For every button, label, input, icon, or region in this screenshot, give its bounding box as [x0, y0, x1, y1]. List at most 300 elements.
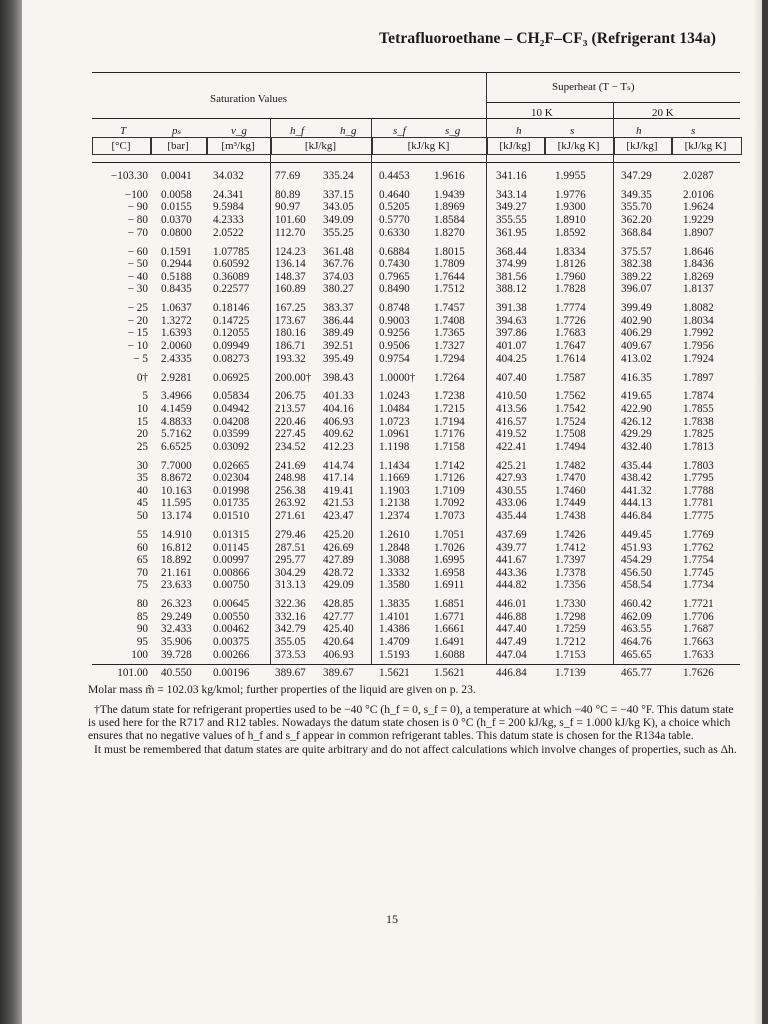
cell-sf: 0.9256	[379, 327, 410, 340]
cell-sg: 1.5621	[434, 667, 465, 680]
cell-ps: 29.249	[161, 610, 192, 623]
unit-h10: [kJ/kg]	[499, 140, 531, 152]
cell-sg: 1.7408	[434, 314, 465, 327]
cell-s10: 1.9300	[555, 201, 586, 214]
column-sg	[434, 170, 465, 680]
cell-sg: 1.9616	[434, 170, 465, 182]
cell-s20: 1.7855	[683, 402, 714, 415]
cell-h10: 349.27	[496, 201, 527, 214]
cell-h10: 444.82	[496, 579, 527, 592]
cell-sf: 1.1198	[379, 440, 410, 453]
cell-s10: 1.7614	[555, 352, 586, 365]
cell-hg: 425.40	[323, 623, 354, 636]
cell-vg: 0.03092	[213, 440, 250, 453]
cell-ps: 32.433	[161, 623, 192, 636]
cell-hg: 421.53	[323, 497, 354, 510]
header-rule	[92, 118, 740, 119]
cell-sf: 1.4101	[379, 610, 410, 623]
cell-h20: 375.57	[621, 245, 652, 258]
cell-h20: 349.35	[621, 188, 652, 201]
cell-s20: 1.8269	[683, 270, 714, 283]
cell-h10: 446.01	[496, 598, 527, 611]
cell-vg: 0.00645	[213, 598, 250, 611]
cell-hf: 304.29	[275, 566, 306, 579]
cell-hg: 386.44	[323, 314, 354, 327]
cell-s20: 1.9229	[683, 214, 714, 227]
cell-hf: 220.46	[275, 415, 306, 428]
cell-T: 90	[136, 623, 148, 636]
cell-hg: 420.64	[323, 635, 354, 648]
unit-s: [kJ/kg K]	[407, 140, 450, 152]
cell-ps: 4.1459	[161, 402, 192, 415]
cell-s20: 1.7803	[683, 459, 714, 472]
cell-ps: 35.906	[161, 635, 192, 648]
cell-T: −100	[124, 188, 148, 201]
cell-s20: 1.7633	[683, 648, 714, 661]
cell-sf: 0.4640	[379, 188, 410, 201]
cell-ps: 8.8672	[161, 472, 192, 485]
cell-h10: 419.52	[496, 428, 527, 441]
cell-sg: 1.7176	[434, 428, 465, 441]
cell-ps: 0.2944	[161, 258, 192, 271]
cell-hg: 426.69	[323, 541, 354, 554]
cell-s20: 1.8646	[683, 245, 714, 258]
cell-T: 5	[142, 390, 148, 403]
cell-sf: 1.3835	[379, 598, 410, 611]
cell-s20: 1.7687	[683, 623, 714, 636]
cell-vg: 0.02304	[213, 472, 250, 485]
cell-T: − 50	[127, 258, 148, 271]
cell-s20: 1.7956	[683, 340, 714, 353]
cell-T: 101.00	[117, 667, 148, 680]
cell-T: 55	[136, 528, 148, 541]
cell-vg: 0.00550	[213, 610, 250, 623]
cell-h10: 435.44	[496, 510, 527, 523]
cell-h20: 355.70	[621, 201, 652, 214]
cell-s10: 1.7960	[555, 270, 586, 283]
cell-sf: 0.8490	[379, 283, 410, 296]
cell-sg: 1.7264	[434, 371, 465, 384]
cell-ps: 1.6393	[161, 327, 192, 340]
cell-s10: 1.7470	[555, 472, 586, 485]
cell-hf: 322.36	[275, 598, 306, 611]
cell-T: − 40	[127, 270, 148, 283]
cell-h20: 416.35	[621, 371, 652, 384]
cell-sf: 0.5770	[379, 214, 410, 227]
cell-s10: 1.7726	[555, 314, 586, 327]
cell-h10: 413.56	[496, 402, 527, 415]
cell-hg: 361.48	[323, 245, 354, 258]
cell-sf: 0.9506	[379, 340, 410, 353]
cell-s10: 1.8592	[555, 226, 586, 239]
cell-hf: 77.69	[275, 170, 301, 182]
cell-s20: 1.7734	[683, 579, 714, 592]
cell-T: − 90	[127, 201, 148, 214]
cell-vg: 0.06925	[213, 371, 250, 384]
cell-hg: 349.09	[323, 214, 354, 227]
cell-s10: 1.7460	[555, 484, 586, 497]
cell-vg: 0.01315	[213, 528, 250, 541]
cell-s10: 1.7356	[555, 579, 586, 592]
cell-hg: 417.14	[323, 472, 354, 485]
header-ps: pₛ	[172, 125, 182, 137]
cell-ps: 2.9281	[161, 371, 192, 384]
cell-ps: 0.8435	[161, 283, 192, 296]
cell-T: 20	[136, 428, 148, 441]
cell-hf: 248.98	[275, 472, 306, 485]
cell-hg: 374.03	[323, 270, 354, 283]
cell-sf: 1.1903	[379, 484, 410, 497]
cell-s20: 1.8034	[683, 314, 714, 327]
cell-sf: 1.1669	[379, 472, 410, 485]
cell-hf: 193.32	[275, 352, 306, 365]
hf-divider	[270, 118, 271, 664]
cell-h20: 396.07	[621, 283, 652, 296]
cell-sg: 1.9439	[434, 188, 465, 201]
cell-sg: 1.7051	[434, 528, 465, 541]
cell-s10: 1.7212	[555, 635, 586, 648]
superheat-divider	[486, 72, 487, 664]
cell-s10: 1.7298	[555, 610, 586, 623]
cell-T: 70	[136, 566, 148, 579]
cell-T: −103.30	[110, 170, 148, 182]
cell-sg: 1.7644	[434, 270, 465, 283]
cell-h10: 443.36	[496, 566, 527, 579]
cell-sg: 1.6771	[434, 610, 465, 623]
cell-ps: 7.7000	[161, 459, 192, 472]
cell-s10: 1.9955	[555, 170, 586, 182]
cell-vg: 0.00462	[213, 623, 250, 636]
cell-ps: 18.892	[161, 554, 192, 567]
cell-h20: 435.44	[621, 459, 652, 472]
cell-s10: 1.7587	[555, 371, 586, 384]
unit-h20: [kJ/kg]	[626, 140, 658, 152]
cell-T: 10	[136, 402, 148, 415]
cell-hf: 160.89	[275, 283, 306, 296]
cell-T: − 5	[133, 352, 148, 365]
cell-vg: 0.14725	[213, 314, 250, 327]
cell-T: 30	[136, 459, 148, 472]
column-hf	[275, 170, 311, 680]
cell-vg: 9.5984	[213, 201, 244, 214]
cell-h10: 381.56	[496, 270, 527, 283]
cell-hf: 136.14	[275, 258, 306, 271]
cell-h20: 389.22	[621, 270, 652, 283]
cell-h10: 407.40	[496, 371, 527, 384]
cell-sf: 0.4453	[379, 170, 410, 182]
cell-sf: 1.0243	[379, 390, 410, 403]
cell-T: 75	[136, 579, 148, 592]
cell-h10: 368.44	[496, 245, 527, 258]
cell-hf: 148.37	[275, 270, 306, 283]
cell-vg: 34.032	[213, 170, 244, 182]
header-h10: h	[516, 125, 522, 137]
cell-s20: 1.8137	[683, 283, 714, 296]
cell-ps: 0.5188	[161, 270, 192, 283]
cell-hf: 271.61	[275, 510, 306, 523]
cell-s10: 1.7494	[555, 440, 586, 453]
unit-h: [kJ/kg]	[304, 140, 337, 152]
cell-sf: 1.4386	[379, 623, 410, 636]
cell-T: − 20	[127, 314, 148, 327]
cell-ps: 1.3272	[161, 314, 192, 327]
column-hg	[323, 170, 354, 680]
cell-s20: 1.7992	[683, 327, 714, 340]
cell-s20: 1.7769	[683, 528, 714, 541]
column-s20	[683, 170, 714, 680]
cell-ps: 23.633	[161, 579, 192, 592]
unit-T: [°C]	[111, 140, 131, 152]
cell-s20: 1.7874	[683, 390, 714, 403]
cell-s20: 1.7838	[683, 415, 714, 428]
cell-hf: 124.23	[275, 245, 306, 258]
table-top-rule	[92, 72, 740, 73]
cell-hf: 180.16	[275, 327, 306, 340]
header-T: T	[120, 125, 127, 137]
cell-h10: 446.84	[496, 667, 527, 680]
cell-vg: 0.01510	[213, 510, 250, 523]
cell-hg: 367.76	[323, 258, 354, 271]
cell-ps: 0.0370	[161, 214, 192, 227]
cell-sf: 1.2848	[379, 541, 410, 554]
cell-s20: 1.7795	[683, 472, 714, 485]
unit-ps: [bar]	[167, 140, 189, 152]
cell-vg: 1.07785	[213, 245, 250, 258]
cell-h10: 447.40	[496, 623, 527, 636]
cell-ps: 2.4335	[161, 352, 192, 365]
cell-T: 80	[136, 598, 148, 611]
cell-ps: 0.0058	[161, 188, 192, 201]
cell-s20: 1.7721	[683, 598, 714, 611]
cell-h20: 406.29	[621, 327, 652, 340]
cell-s10: 1.7828	[555, 283, 586, 296]
page-title: Tetrafluoroethane – CH₂F–CF₃ (Refrigerant 134a)	[379, 30, 716, 47]
cell-sg: 1.7294	[434, 352, 465, 365]
cell-sf: 1.2374	[379, 510, 410, 523]
header-hg: h_g	[340, 125, 357, 137]
column-h10	[496, 170, 527, 680]
cell-hg: 389.67	[323, 667, 354, 680]
cell-h10: 446.88	[496, 610, 527, 623]
cell-hg: 398.43	[323, 371, 354, 384]
header-s10: s	[570, 125, 575, 137]
cell-h20: 402.90	[621, 314, 652, 327]
cell-hf: 167.25	[275, 302, 306, 315]
datum-note-1: †The datum state for refrigerant properties used to be −40 °C (h_f = 0, s_f = 0), a temperature at which −40 °C = −40 °F. This datum state is used here for the R717 and R12 tables. Nowadays the datum state chosen is 0 °C (h_f = 200 kJ/kg, s_f = 1.000 kJ/kg K), a choice which ensures that no negative values of h_f and s_f appear in common refrigerant tables. This datum state is chosen for the R134a table.	[88, 703, 734, 743]
cell-ps: 4.8833	[161, 415, 192, 428]
cell-sf: 0.9754	[379, 352, 410, 365]
cell-ps: 1.0637	[161, 302, 192, 315]
cell-h10: 416.57	[496, 415, 527, 428]
cell-sg: 1.6911	[434, 579, 465, 592]
cell-hf: 256.38	[275, 484, 306, 497]
cell-sf: 1.5193	[379, 648, 410, 661]
cell-h20: 444.13	[621, 497, 652, 510]
cell-sg: 1.8270	[434, 226, 465, 239]
cell-s20: 1.8436	[683, 258, 714, 271]
cell-hg: 337.15	[323, 188, 354, 201]
cell-sg: 1.6851	[434, 598, 465, 611]
cell-h10: 355.55	[496, 214, 527, 227]
cell-sg: 1.7327	[434, 340, 465, 353]
cell-vg: 0.22577	[213, 283, 250, 296]
cell-h20: 347.29	[621, 170, 652, 182]
cell-s20: 1.7788	[683, 484, 714, 497]
cell-h20: 463.55	[621, 623, 652, 636]
cell-h20: 465.77	[621, 667, 652, 680]
cell-T: 85	[136, 610, 148, 623]
cell-sg: 1.8969	[434, 201, 465, 214]
header-h20: h	[636, 125, 642, 137]
cell-h10: 447.04	[496, 648, 527, 661]
cell-hg: 343.05	[323, 201, 354, 214]
cell-hg: 429.09	[323, 579, 354, 592]
cell-hg: 427.77	[323, 610, 354, 623]
cell-s10: 1.8910	[555, 214, 586, 227]
cell-h10: 447.49	[496, 635, 527, 648]
cell-hg: 412.23	[323, 440, 354, 453]
cell-hf: 80.89	[275, 188, 301, 201]
cell-sf: 1.5621	[379, 667, 410, 680]
cell-sg: 1.6995	[434, 554, 465, 567]
cell-vg: 0.02665	[213, 459, 250, 472]
cell-s10: 1.7542	[555, 402, 586, 415]
cell-sg: 1.6958	[434, 566, 465, 579]
cell-vg: 0.00997	[213, 554, 250, 567]
cell-T: 35	[136, 472, 148, 485]
cell-vg: 0.01998	[213, 484, 250, 497]
cell-sg: 1.8584	[434, 214, 465, 227]
cell-s10: 1.7139	[555, 667, 586, 680]
cell-sf: 1.3088	[379, 554, 410, 567]
cell-vg: 0.05834	[213, 390, 250, 403]
cell-T: − 15	[127, 327, 148, 340]
cell-h10: 439.77	[496, 541, 527, 554]
cell-sf: 0.6330	[379, 226, 410, 239]
cell-sg: 1.7158	[434, 440, 465, 453]
cell-sf: 1.3580	[379, 579, 410, 592]
superheat-label: Superheat (T − Tₛ)	[552, 81, 635, 93]
cell-h10: 391.38	[496, 302, 527, 315]
cell-hg: 428.85	[323, 598, 354, 611]
cell-hg: 406.93	[323, 648, 354, 661]
cell-T: 95	[136, 635, 148, 648]
cell-s20: 1.7762	[683, 541, 714, 554]
cell-sf: 1.0961	[379, 428, 410, 441]
cell-sf: 0.7430	[379, 258, 410, 271]
cell-ps: 0.0800	[161, 226, 192, 239]
cell-h20: 419.65	[621, 390, 652, 403]
cell-T: − 30	[127, 283, 148, 296]
cell-hg: 409.62	[323, 428, 354, 441]
cell-sg: 1.7238	[434, 390, 465, 403]
saturation-values-label: Saturation Values	[210, 93, 288, 105]
cell-T: − 80	[127, 214, 148, 227]
cell-hf: 389.67	[275, 667, 306, 680]
cell-T: − 70	[127, 226, 148, 239]
cell-s10: 1.7438	[555, 510, 586, 523]
cell-h20: 460.42	[621, 598, 652, 611]
cell-h20: 458.54	[621, 579, 652, 592]
cell-s20: 1.9624	[683, 201, 714, 214]
cell-s10: 1.7508	[555, 428, 586, 441]
cell-s20: 1.7663	[683, 635, 714, 648]
column-s10	[555, 170, 586, 680]
datum-note	[88, 703, 738, 756]
column-T	[80, 170, 148, 680]
cell-ps: 2.0060	[161, 340, 192, 353]
cell-hf: 263.92	[275, 497, 306, 510]
cell-h10: 427.93	[496, 472, 527, 485]
cell-sf: 1.3332	[379, 566, 410, 579]
cell-hg: 355.25	[323, 226, 354, 239]
column-sf	[379, 170, 415, 680]
book-page	[22, 0, 762, 1024]
cell-hg: 425.20	[323, 528, 354, 541]
cell-vg: 0.36089	[213, 270, 250, 283]
header-bottom-rule	[92, 162, 740, 163]
cell-ps: 6.6525	[161, 440, 192, 453]
cell-T: 100	[131, 648, 148, 661]
superheat-20k-label: 20 K	[652, 107, 674, 119]
cell-hf: 241.69	[275, 459, 306, 472]
cell-sg: 1.6491	[434, 635, 465, 648]
cell-ps: 10.163	[161, 484, 192, 497]
cell-sg: 1.7809	[434, 258, 465, 271]
cell-s20: 1.7924	[683, 352, 714, 365]
cell-s10: 1.7153	[555, 648, 586, 661]
cell-ps: 0.0155	[161, 201, 192, 214]
cell-vg: 0.09949	[213, 340, 250, 353]
cell-sg: 1.8015	[434, 245, 465, 258]
column-h20	[621, 170, 652, 680]
cell-T: − 10	[127, 340, 148, 353]
cell-vg: 4.2333	[213, 214, 244, 227]
cell-sg: 1.7512	[434, 283, 465, 296]
cell-sg: 1.7126	[434, 472, 465, 485]
cell-vg: 0.00750	[213, 579, 250, 592]
cell-h20: 432.40	[621, 440, 652, 453]
cell-sf: 1.0000†	[379, 371, 416, 384]
cell-s20: 1.7754	[683, 554, 714, 567]
cell-sf: 0.9003	[379, 314, 410, 327]
cell-ps: 0.1591	[161, 245, 192, 258]
cell-h20: 465.65	[621, 648, 652, 661]
datum-note-2: It must be remembered that datum states are quite arbitrary and do not affect calculations which involve changes of properties, such as Δh.	[94, 742, 737, 756]
cell-h20: 426.12	[621, 415, 652, 428]
cell-s10: 1.7482	[555, 459, 586, 472]
cell-ps: 5.7162	[161, 428, 192, 441]
cell-vg: 0.18146	[213, 302, 250, 315]
cell-s10: 1.7683	[555, 327, 586, 340]
cell-sg: 1.7092	[434, 497, 465, 510]
header-hf: h_f	[290, 125, 305, 137]
cell-T: − 60	[127, 245, 148, 258]
cell-s20: 2.0287	[683, 170, 714, 182]
cell-h20: 456.50	[621, 566, 652, 579]
cell-h10: 397.86	[496, 327, 527, 340]
cell-sf: 1.0723	[379, 415, 410, 428]
cell-vg: 0.12055	[213, 327, 250, 340]
cell-h20: 438.42	[621, 472, 652, 485]
unit-vg: [m³/kg]	[221, 140, 255, 152]
cell-vg: 0.03599	[213, 428, 250, 441]
cell-h20: 409.67	[621, 340, 652, 353]
cell-h10: 401.07	[496, 340, 527, 353]
cell-s10: 1.7330	[555, 598, 586, 611]
cell-T: 40	[136, 484, 148, 497]
cell-hg: 395.49	[323, 352, 354, 365]
